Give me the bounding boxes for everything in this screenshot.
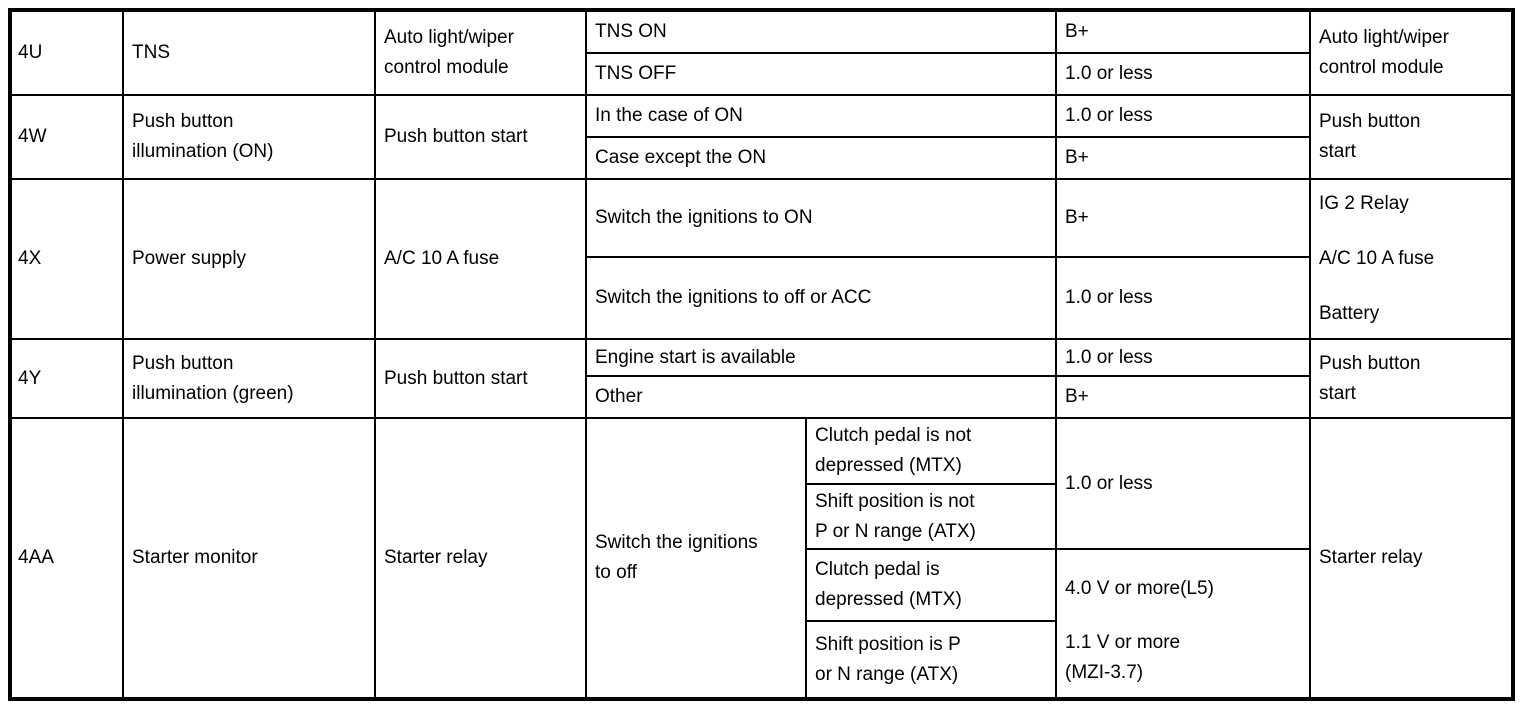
terminal-voltage-table — [8, 8, 1515, 701]
condition-cell: TNS OFF — [587, 54, 1055, 94]
connected-to-cell: Push button start — [376, 96, 585, 178]
voltage-value-l5 — [1065, 554, 1301, 624]
voltage-value-mzi — [1065, 624, 1301, 694]
voltage-cell: 1.0 or less — [1057, 96, 1309, 136]
cell-line: start — [1319, 141, 1356, 162]
sub-condition-cell — [807, 485, 1055, 548]
cell-line: Shift position is not — [815, 490, 975, 512]
cell-line: or N range (ATX) — [815, 663, 959, 685]
voltage-cell — [1057, 550, 1309, 697]
condition-cell: TNS ON — [587, 12, 1055, 52]
cell-line: IG 2 Relay — [1319, 193, 1409, 214]
cell-line: illumination (green) — [132, 382, 294, 404]
sub-condition-cell — [807, 419, 1055, 483]
connected-to-cell: Starter relay — [376, 419, 585, 697]
cell-line: 4.0 V or more(L5) — [1065, 577, 1214, 599]
connected-to-cell — [376, 12, 585, 94]
voltage-cell: 1.0 or less — [1057, 419, 1309, 548]
voltage-cell: 1.0 or less — [1057, 340, 1309, 375]
cell-line: P or N range (ATX) — [815, 520, 976, 542]
cell-line: start — [1319, 382, 1356, 404]
cell-line: control module — [1319, 57, 1444, 78]
cell-line: depressed (MTX) — [815, 589, 962, 610]
terminal-cell: 4U — [12, 12, 122, 94]
cell-line: Push button — [132, 352, 234, 374]
cell-line: Switch the ignitions — [595, 532, 758, 553]
voltage-cell: B+ — [1057, 180, 1309, 256]
connected-to-right-cell — [1311, 340, 1511, 417]
connected-to-right-cell — [1311, 180, 1511, 338]
cell-line: Auto light/wiper — [384, 27, 514, 48]
connected-to-right-cell: Starter relay — [1311, 419, 1511, 697]
signal-cell: TNS — [124, 12, 374, 94]
cell-line: Shift position is P — [815, 633, 961, 655]
cell-line: Push button — [1319, 111, 1421, 132]
cell-line: Auto light/wiper — [1319, 27, 1449, 48]
signal-cell — [124, 96, 374, 178]
connected-to-right-cell — [1311, 96, 1511, 178]
terminal-cell: 4W — [12, 96, 122, 178]
signal-cell: Power supply — [124, 180, 374, 338]
terminal-cell: 4AA — [12, 419, 122, 697]
sub-condition-cell — [807, 550, 1055, 620]
cell-line: Clutch pedal is — [815, 559, 940, 580]
condition-main-cell — [587, 419, 805, 697]
cell-line: A/C 10 A fuse — [1319, 248, 1435, 269]
cell-line: control module — [384, 57, 509, 78]
terminal-cell: 4Y — [12, 340, 122, 417]
cell-line: Push button — [132, 111, 234, 132]
sub-condition-cell — [807, 622, 1055, 697]
voltage-cell: B+ — [1057, 377, 1309, 417]
voltage-cell: 1.0 or less — [1057, 54, 1309, 94]
connected-to-cell: A/C 10 A fuse — [376, 180, 585, 338]
condition-cell: Case except the ON — [587, 138, 1055, 178]
signal-cell: Starter monitor — [124, 419, 374, 697]
cell-line: 1.1 V or more — [1065, 632, 1181, 654]
condition-cell: Engine start is available — [587, 340, 1055, 375]
signal-cell — [124, 340, 374, 417]
condition-cell: Switch the ignitions to off or ACC — [587, 258, 1055, 338]
terminal-cell: 4X — [12, 180, 122, 338]
cell-line: Battery — [1319, 303, 1380, 324]
voltage-cell: B+ — [1057, 138, 1309, 178]
cell-line: depressed (MTX) — [815, 455, 962, 476]
voltage-cell: B+ — [1057, 12, 1309, 52]
cell-line: (MZI-3.7) — [1065, 662, 1144, 684]
connected-to-cell: Push button start — [376, 340, 585, 417]
cell-line: Clutch pedal is not — [815, 425, 972, 446]
cell-line: Push button — [1319, 352, 1421, 374]
cell-line: to off — [595, 562, 637, 583]
cell-line: illumination (ON) — [132, 141, 274, 162]
voltage-cell: 1.0 or less — [1057, 258, 1309, 338]
condition-cell: Other — [587, 377, 1055, 417]
condition-cell: In the case of ON — [587, 96, 1055, 136]
condition-cell: Switch the ignitions to ON — [587, 180, 1055, 256]
connected-to-right-cell — [1311, 12, 1511, 94]
